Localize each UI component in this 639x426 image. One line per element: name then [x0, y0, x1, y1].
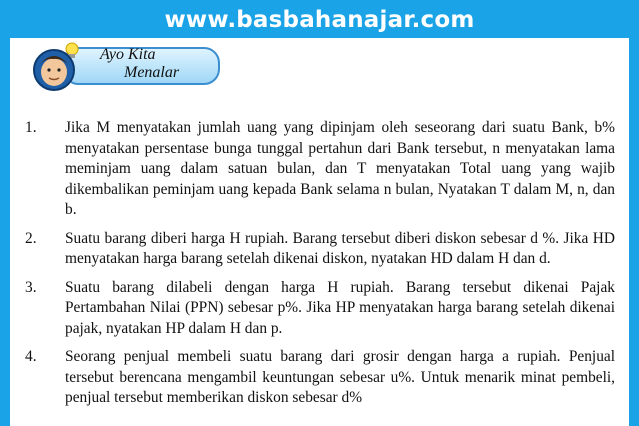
- item-number: 1.: [25, 119, 37, 136]
- list-item: [25, 278, 615, 340]
- item-text: Seorang penjual membeli suatu barang dari grosir dengan harga a rupiah. Penjual tersebut berencana mengambil keuntungan sebesar u%. Untuk menarik minat pembeli, penjual tersebut memberikan diskon sebesar d%: [65, 348, 615, 406]
- site-url-banner: www.basbahanajar.com: [164, 7, 475, 33]
- badge-title-line2: Menalar: [124, 64, 180, 81]
- item-text: Suatu barang dilabeli dengan harga H rupiah. Barang tersebut dikenai Pajak Pertambahan Nilai (PPN) sebesar p%. Jika HP menyatakan harga barang setelah dikenai pajak, nyatakan HP dalam H dan p.: [65, 278, 615, 337]
- item-text: Jika M menyatakan jumlah uang yang dipinjam oleh seseorang dari suatu Bank, b% menyatakan persentase bunga tunggal pertahun dari Bank tersebut, n menyatakan lama meminjam uang dalam satuan bulan, dan T menyatakan Total uang yang wajib dikembalikan peminjam uang kepada Bank selama n bulan, Nyatakan T dalam M, n, dan b.: [65, 119, 615, 218]
- badge-title-line1: Ayo Kita: [100, 46, 156, 63]
- list-item: [25, 229, 615, 270]
- ayo-kita-menalar-badge: [30, 40, 220, 92]
- item-number: 4.: [25, 348, 37, 365]
- list-item: [25, 118, 615, 221]
- item-text: Suatu barang diberi harga H rupiah. Barang tersebut diberi diskon sebesar d %. Jika HD menyatakan harga barang setelah dikenai diskon, nyatakan HD dalam H dan d.: [65, 229, 615, 267]
- item-number: 3.: [25, 278, 37, 296]
- thinking-student-icon: [30, 40, 86, 94]
- textbook-page: [10, 38, 629, 426]
- exercise-list: [25, 118, 615, 417]
- list-item: [25, 347, 615, 409]
- item-number: 2.: [25, 229, 37, 247]
